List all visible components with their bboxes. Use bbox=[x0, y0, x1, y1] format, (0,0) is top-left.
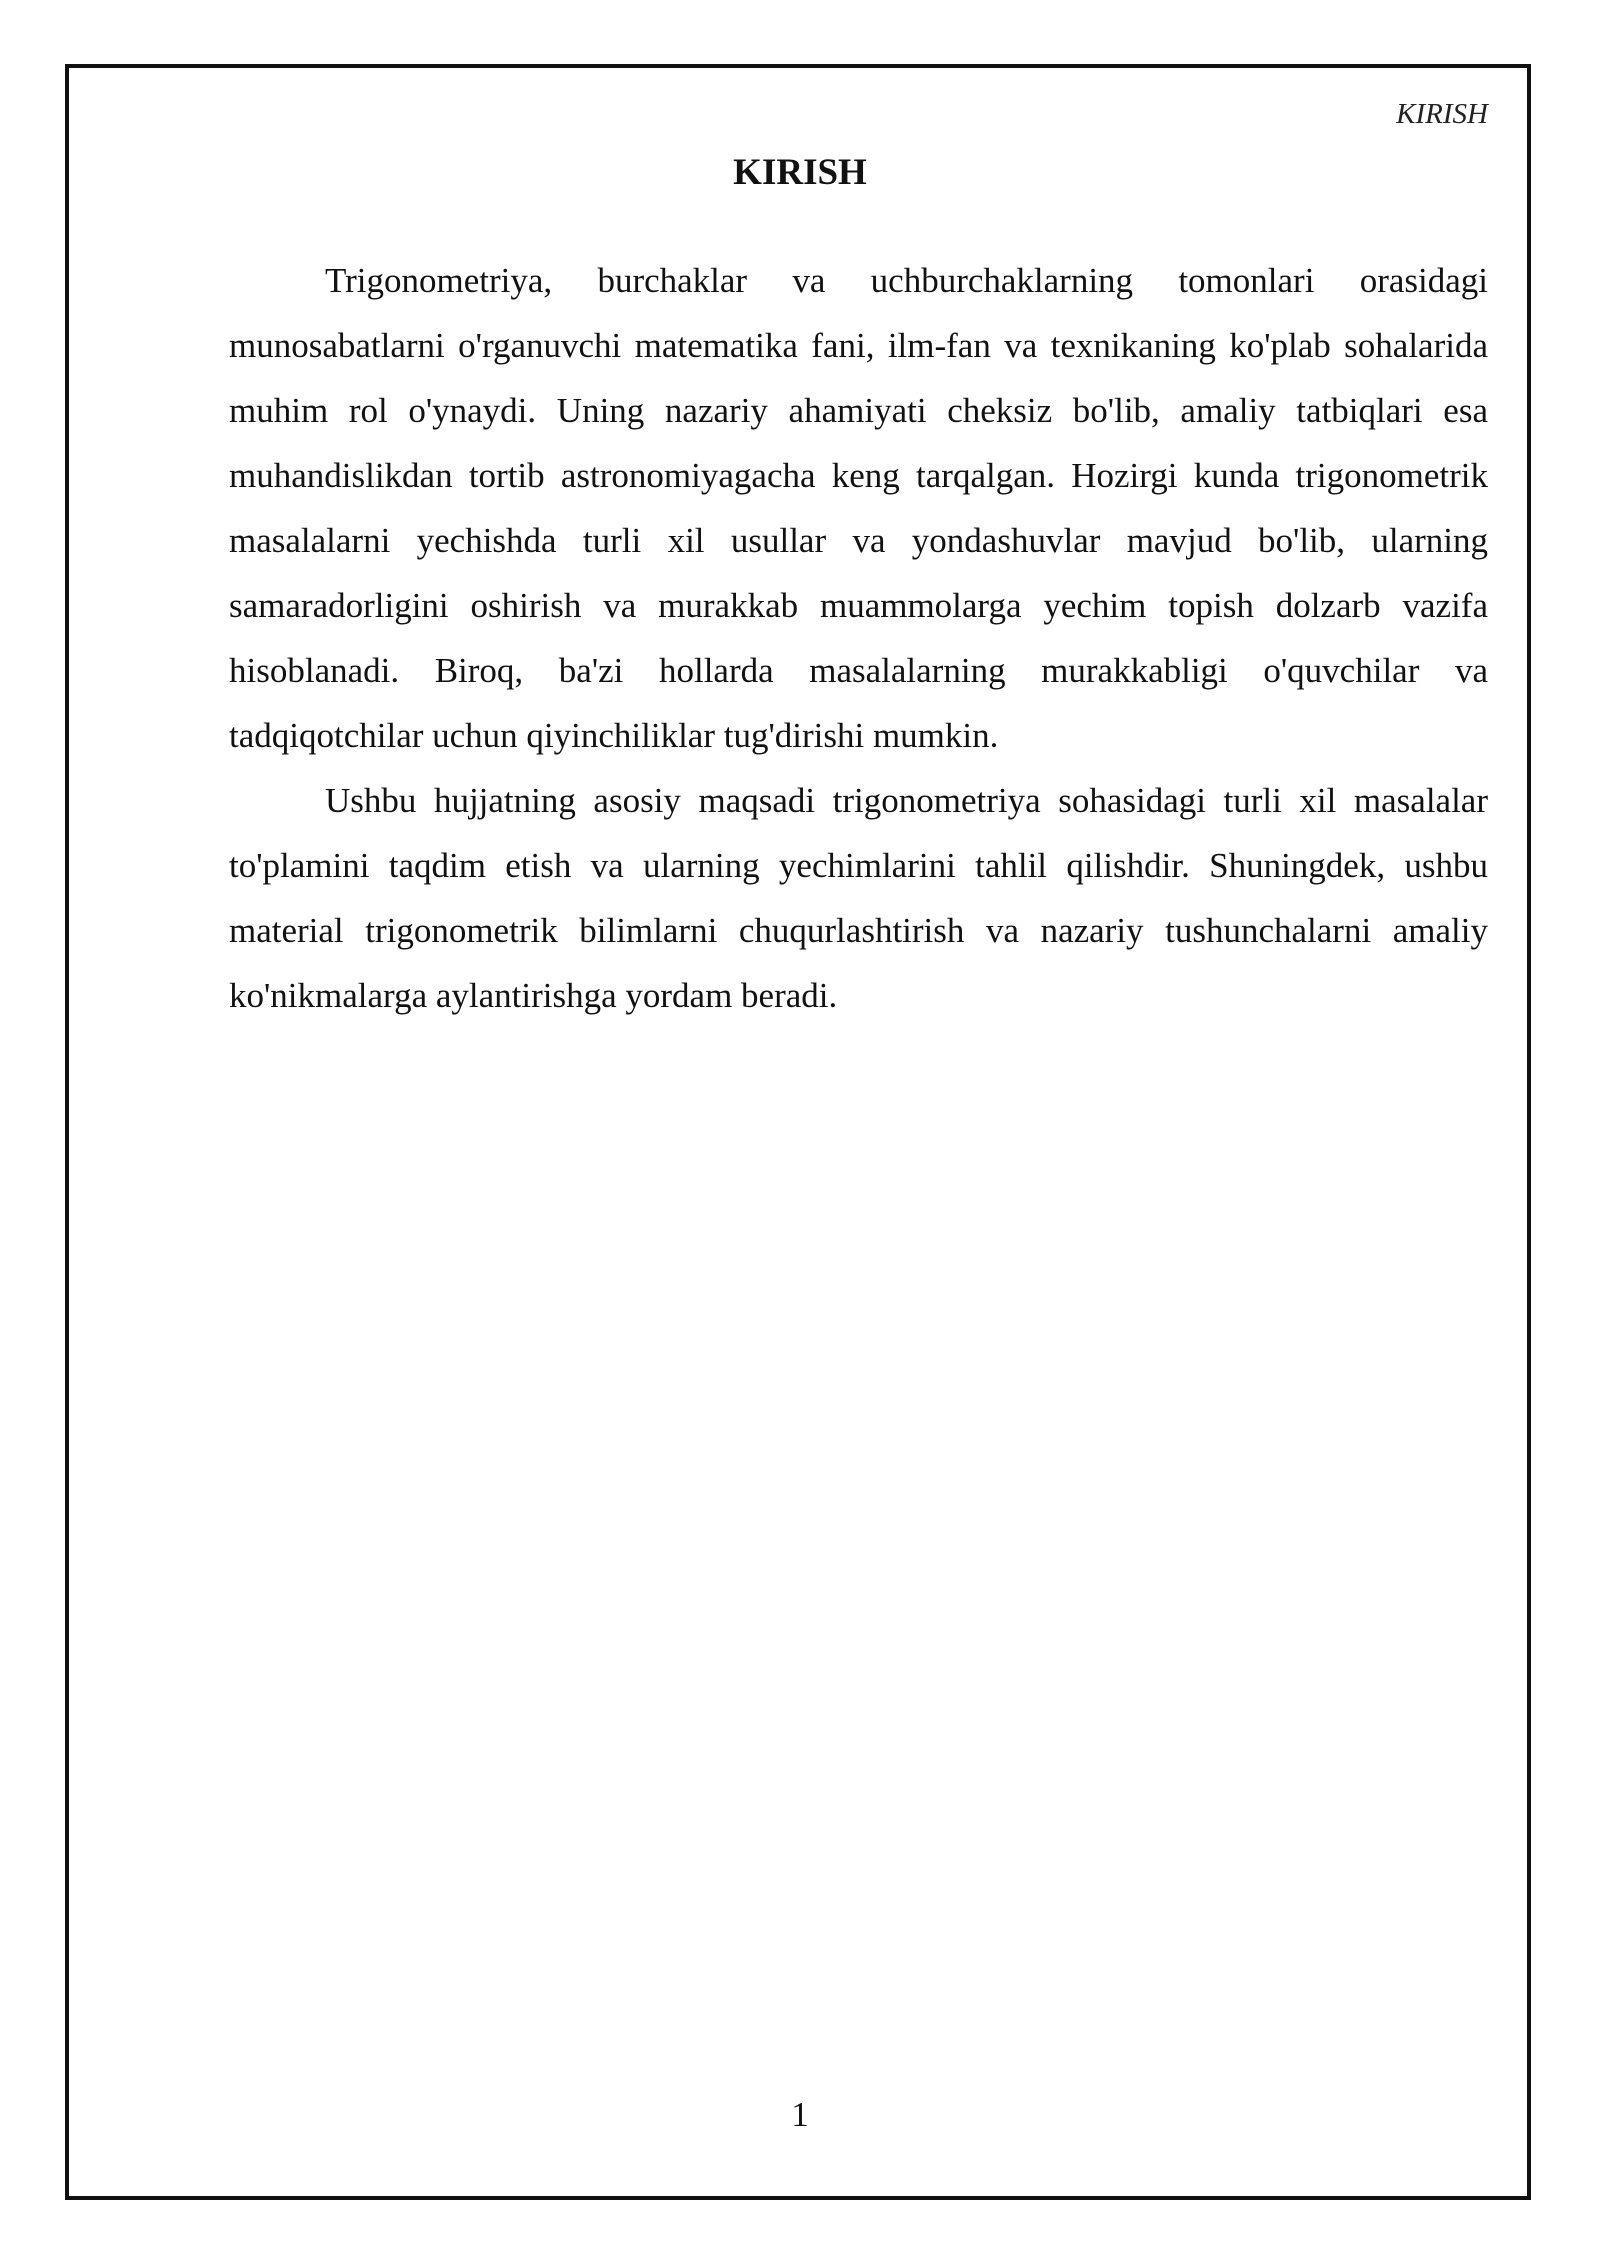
page-number: 1 bbox=[791, 2095, 809, 2134]
paragraph-2: Ushbu hujjatning asosiy maqsadi trigonometriya sohasidagi turli xil masalalar to'plamini taqdim etish va ularning yechimlarini tahlil qilishdir. Shuningdek, ushbu material trigonometrik bilimlarni chuqurlashtirish va nazariy tushunchalarni amaliy ko'nikmalarga aylantirishga yordam beradi. bbox=[229, 781, 1488, 1015]
page-title: KIRISH bbox=[733, 152, 867, 193]
body-text bbox=[229, 248, 1488, 1028]
running-header: KIRISH bbox=[1396, 98, 1488, 130]
paragraph-1: Trigonometriya, burchaklar va uchburchaklarning tomonlari orasidagi munosabatlarni o'rganuvchi matematika fani, ilm-fan va texnikaning ko'plab sohalarida muhim rol o'ynaydi. Uning nazariy ahamiyati cheksiz bo'lib, amaliy tatbiqlari esa muhandislikdan tortib astronomiyagacha keng tarqalgan. Hozirgi kunda trigonometrik masalalarni yechishda turli xil usullar va yondashuvlar mavjud bo'lib, ularning samaradorligini oshirish va murakkab muammolarga yechim topish dolzarb vazifa hisoblanadi. Biroq, ba'zi hollarda masalalarning murakkabligi o'quvchilar va tadqiqotchilar uchun qiyinchiliklar tug'dirishi mumkin. bbox=[229, 261, 1488, 755]
